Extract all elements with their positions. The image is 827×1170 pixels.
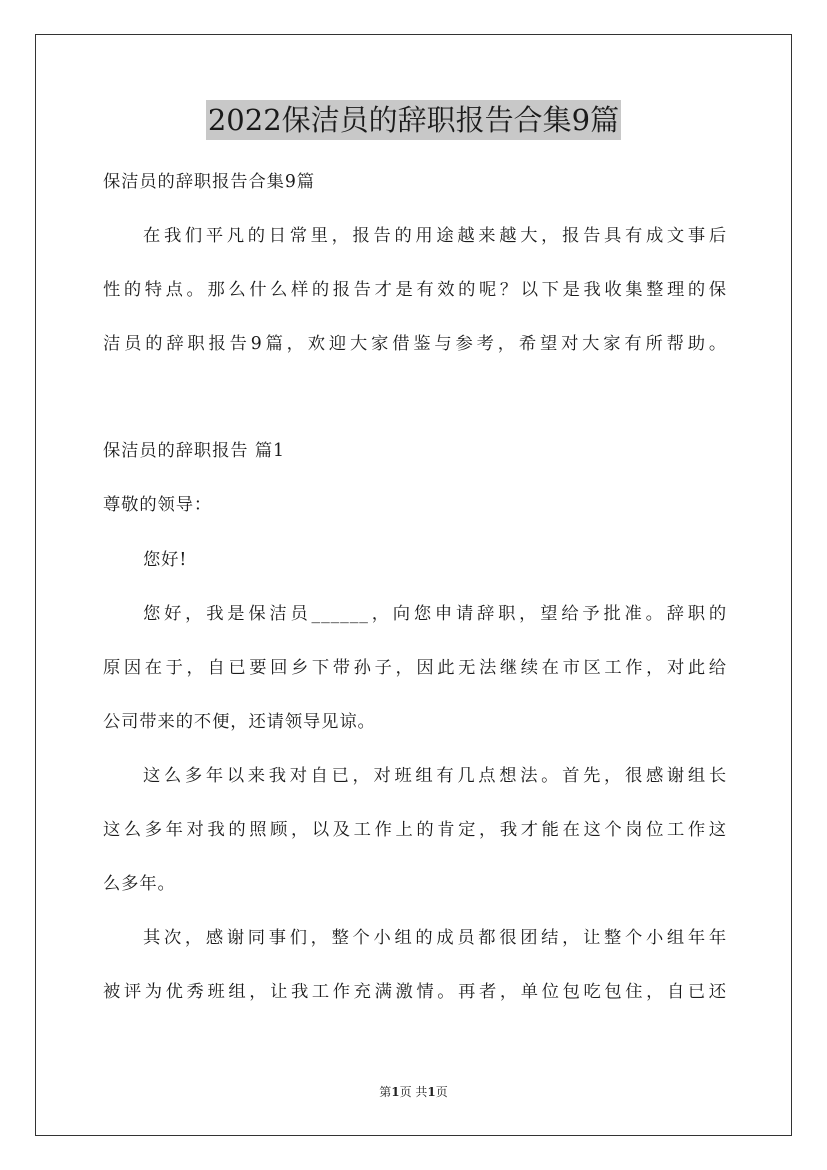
body-line: 保洁员的辞职报告合集9篇 bbox=[103, 172, 315, 192]
body-line: 洁员的辞职报告9篇，欢迎大家借鉴与参考，希望对大家有所帮助。 bbox=[103, 334, 727, 354]
body-line: 被评为优秀班组，让我工作充满激情。再者，单位包吃包住，自已还 bbox=[103, 982, 727, 1002]
page-footer bbox=[0, 1083, 827, 1100]
body-line: 其次，感谢同事们，整个小组的成员都很团结，让整个小组年年 bbox=[143, 928, 727, 948]
body-line: 这么多年以来我对自已，对班组有几点想法。首先，很感谢组长 bbox=[143, 766, 727, 786]
body-line: 性的特点。那么什么样的报告才是有效的呢？以下是我收集整理的保 bbox=[103, 280, 727, 300]
document-title: 2022保洁员的辞职报告合集9篇 bbox=[206, 100, 621, 140]
body-line: 尊敬的领导： bbox=[103, 495, 213, 515]
body-line: 保洁员的辞职报告 篇1 bbox=[103, 441, 285, 461]
document-title-wrapper bbox=[0, 100, 827, 140]
body-line: 公司带来的不便，还请领导见谅。 bbox=[103, 712, 376, 732]
body-line: 这么多年对我的照顾，以及工作上的肯定，我才能在这个岗位工作这 bbox=[103, 820, 727, 840]
footer-page-prefix: 第 bbox=[379, 1085, 392, 1099]
body-line: 您好，我是保洁员______，向您申请辞职，望给予批准。辞职的 bbox=[143, 604, 727, 624]
body-line: 么多年。 bbox=[103, 874, 176, 894]
page-border bbox=[35, 34, 792, 1136]
footer-page-total: 1 bbox=[427, 1085, 436, 1099]
footer-page-current: 1 bbox=[391, 1085, 400, 1099]
footer-page-suffix: 页 bbox=[435, 1085, 448, 1099]
body-line: 在我们平凡的日常里，报告的用途越来越大，报告具有成文事后 bbox=[143, 226, 727, 246]
body-line: 原因在于，自已要回乡下带孙子，因此无法继续在市区工作，对此给 bbox=[103, 658, 727, 678]
footer-page-mid: 页 共 bbox=[399, 1085, 428, 1099]
body-line: 您好! bbox=[143, 550, 188, 570]
